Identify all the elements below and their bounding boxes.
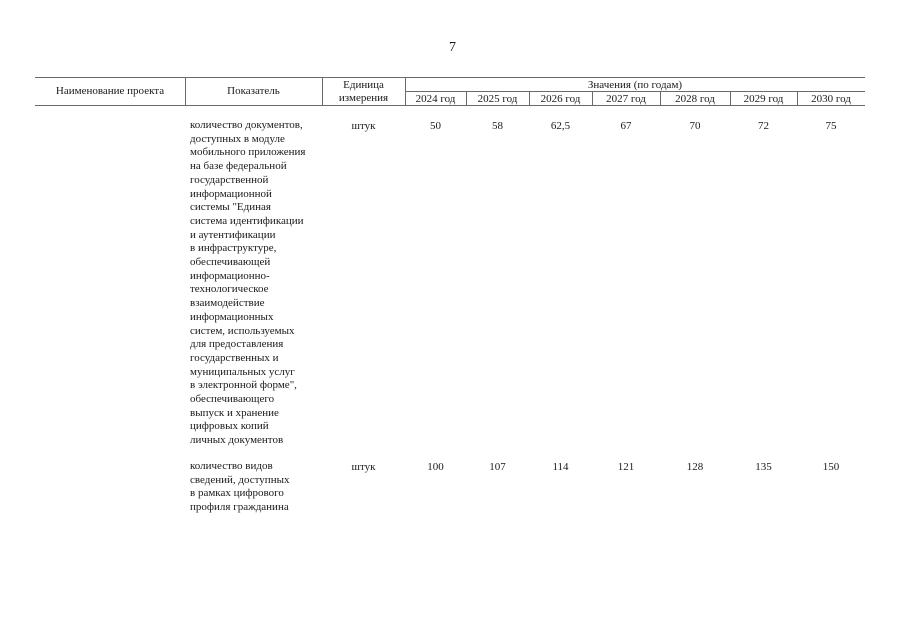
- value-2029: 72: [758, 120, 769, 132]
- value-2026: 62,5: [550, 120, 571, 132]
- header-project-name: Наименование проекта: [55, 85, 165, 97]
- value-2025: 58: [492, 120, 503, 132]
- value-2027: 121: [617, 461, 635, 473]
- value-2030: 75: [825, 120, 837, 132]
- value-2024: 50: [430, 120, 441, 132]
- unit-cell: штук: [351, 120, 376, 132]
- header-year-2026: 2026 год: [540, 93, 581, 105]
- table-top-rule: [35, 77, 865, 78]
- value-2025: 107: [489, 461, 506, 473]
- header-values-group: Значения (по годам): [587, 79, 683, 91]
- header-unit-line2: измерения: [338, 92, 389, 104]
- value-2026: 114: [552, 461, 569, 473]
- value-2027: 67: [620, 120, 632, 132]
- header-indicator: Показатель: [227, 85, 280, 97]
- header-year-2028: 2028 год: [675, 93, 715, 105]
- page-number: 7: [449, 40, 456, 55]
- indicator-text: количество документов, доступных в модуле мобильного приложения на базе федеральной государственной информационной системы "Единая система идентификации и аутентификации в инфраструктуре, обеспечивающей информационно- технологическое взаимодействие информационных систем, используемых для предоставления государственных и муниципальных услуг в электронной форме", обеспечивающего выпуск и хранение цифровых копий личных документов: [190, 119, 306, 447]
- header-year-2030: 2030 год: [811, 93, 851, 105]
- header-unit-line1: Единица: [343, 79, 384, 91]
- header-year-2029: 2029 год: [743, 93, 784, 105]
- value-2028: 128: [686, 461, 704, 473]
- header-year-2027: 2027 год: [606, 93, 646, 105]
- value-2028: 70: [689, 120, 701, 132]
- header-year-2025: 2025 год: [477, 93, 518, 105]
- indicator-text: количество видов сведений, доступных в рамках цифрового профиля гражданина: [190, 460, 290, 514]
- value-2024: 100: [427, 461, 444, 473]
- header-unit: [322, 79, 405, 105]
- value-2030: 150: [822, 461, 840, 473]
- unit-cell: штук: [351, 461, 376, 473]
- value-2029: 135: [755, 461, 772, 473]
- header-year-2024: 2024 год: [415, 93, 456, 105]
